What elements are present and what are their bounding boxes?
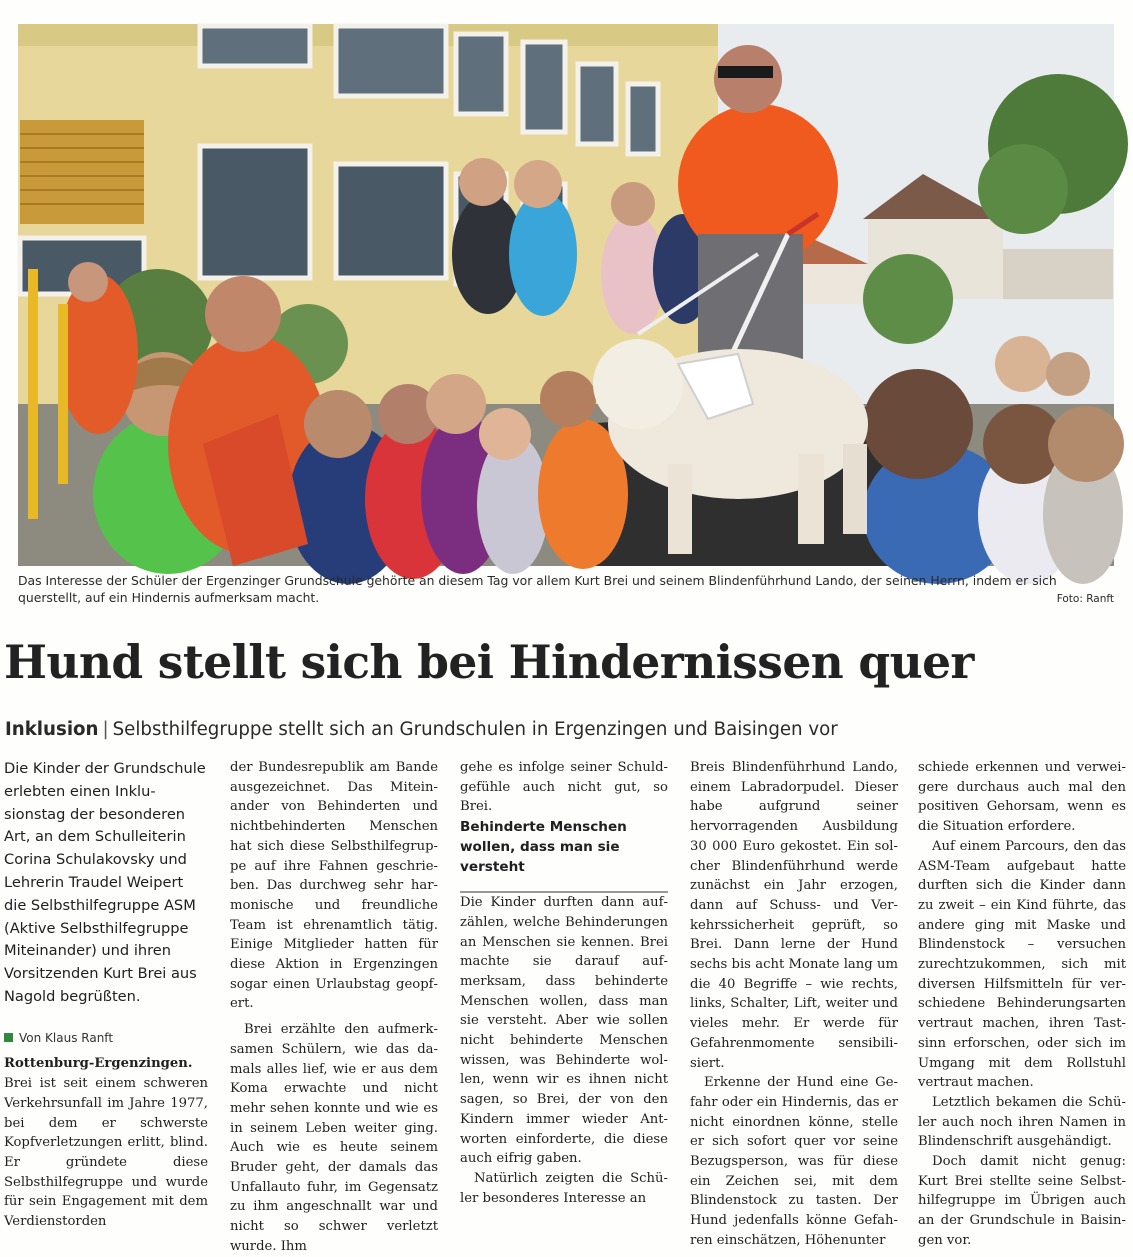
author-byline: Von Klaus Ranft	[4, 1029, 208, 1049]
article-paragraph: der Bundesrepublik am Bande ausgezeichnet. Das Miteinander von Behinderten und nichtbehinderten Menschen hat sich diese Selbsthilfegruppe auf ihre Fahnen geschrieben. Das durchweg sehr harmonische und freundliche Team ist ehrenamtlich tätig. Einige Mitglieder hatten für diese Aktion in Ergenzingen sogar einen Urlaubstag geopfert.	[230, 760, 438, 1012]
subline	[5, 716, 1125, 744]
kicker: Inklusion	[5, 719, 99, 740]
article-column-1	[4, 758, 208, 1232]
article-paragraph: Die Kinder durften dann aufzählen, welche Behinderungen an Menschen sie kennen. Brei machte sie darauf aufmerksam, dass behinderte Menschen wollen, dass man sie versteht. Aber wie sollen nicht behinderte Menschen wissen, was Behinderte wollen, wenn wir es ihnen nicht sagen, so Brei, der von den Kindern immer wieder Antworten einforderte, die diese auch eifrig gaben.	[460, 895, 668, 1167]
article-paragraph: Natürlich zeigten die Schüler besonderes Interesse an	[460, 1170, 668, 1206]
article-paragraph: Auf einem Parcours, den das ASM-Team aufgebaut hatte durften sich die Kinder dann zu zweit – ein Kind führte, das andere ging mit Maske und Blindenstock – versuchen zurechtzukommen, sich mit diversen Hilfsmitteln für verschiedene Behinderungsarten vertraut machen, ihren Tastsinn erforschen, oder sich im Umgang mit dem Rollstuhl vertraut machen.	[918, 838, 1126, 1091]
article-paragraph: Letztlich bekamen die Schüler auch noch ihren Namen in Blindenschrift ausgehändigt.	[918, 1094, 1126, 1150]
article-subhead: Behinderte Menschen wollen, dass man sie versteht	[460, 817, 668, 893]
article-photo	[18, 24, 1114, 566]
article-column-4	[690, 758, 898, 1251]
subline-separator: |	[102, 719, 109, 740]
article-paragraph: schiede erkennen und verweigere durchaus auch mal den positiven Gehorsam, wenn es die Situation erfordere.	[918, 760, 1126, 835]
photo-caption	[18, 572, 1114, 608]
article-paragraph: Brei erzählte den aufmerksamen Schülern, wie das damals alles lief, wie er aus dem Koma erwachte und nicht mehr sehen konnte und wie es in seinem Leben weiter ging. Auch wie es heute seinem Bruder geht, der damals das Unfallauto fuhr, im Gegensatz zu ihm angeschnallt war und nicht so schwer verletzt wurde. Ihm	[230, 1022, 438, 1254]
article-paragraph: Doch damit nicht genug: Kurt Brei stellte seine Selbsthilfegruppe im Übrigen auch an der Grundschule in Baisingen vor.	[918, 1154, 1126, 1248]
subline-text: Selbsthilfegruppe stellt sich an Grundschulen in Ergenzingen und Baisingen vor	[112, 719, 838, 740]
article-paragraph	[4, 1054, 208, 1231]
article-lead: Die Kinder der Grundschule erlebten einen Inklusionstag der besonderen Art, an dem Schulleiterin Corina Schulakovsky und Lehrerin Traudel Weipert die Selbsthilfegruppe ASM (Aktive Selbsthilfegruppe Miteinander) und ihren Vorsitzenden Kurt Brei aus Nagold begrüßten.	[4, 760, 206, 1005]
photo-scene-icon	[18, 24, 1114, 566]
article-paragraph: gehe es infolge seiner Schuldgefühle auch nicht gut, so Brei.	[460, 760, 668, 815]
headline: Hund stellt sich bei Hindernissen quer	[4, 635, 974, 689]
article-column-5	[918, 758, 1126, 1251]
caption-text: Das Interesse der Schüler der Ergenzinger Grundschule gehörte an diesem Tag vor allem Kurt Brei und seinem Blindenführhund Lando, der seinen Herrn, indem er sich querstellt, auf ein Hindernis aufmerksam macht.	[18, 573, 1057, 605]
photo-credit: Foto: Ranft	[1056, 593, 1114, 605]
article-paragraph: Erkenne der Hund eine Gefahr oder ein Hindernis, das er nicht einordnen könne, stelle er sich sofort quer vor seine Bezugsperson, was für diese ein Zeichen sei, mit dem Blindenstock zu tasten. Der Hund jedenfalls könne Gefahren einschätzen, Höhenunter	[690, 1075, 898, 1248]
article-column-3	[460, 758, 668, 1208]
paragraph-text: Brei ist seit einem schweren Verkehrsunfall im Jahre 1977, bei dem er schwerste Kopfverletzungen erlitt, blind. Er gründete diese Selbsthilfegruppe und wurde für sein Engagement mit dem Verdienstorden	[4, 1076, 208, 1230]
article-column-2	[230, 758, 438, 1257]
article-paragraph: Breis Blindenführhund Lando, einem Labradorpudel. Dieser habe aufgrund seiner hervorragenden Ausbildung 30 000 Euro gekostet. Ein solcher Blindenführhund werde zunächst ein Jahr erzogen, dann auf Schuss- und Verkehrssicherheit geprüft, so Brei. Dann lerne der Hund sechs bis acht Monate lang um die 40 Begriffe – wie rechts, links, Schalter, Lift, weiter und vieles mehr. Er werde für Gefahrenmomente sensibilisiert.	[690, 760, 898, 1071]
dateline: Rottenburg-Ergenzingen.	[4, 1056, 193, 1072]
